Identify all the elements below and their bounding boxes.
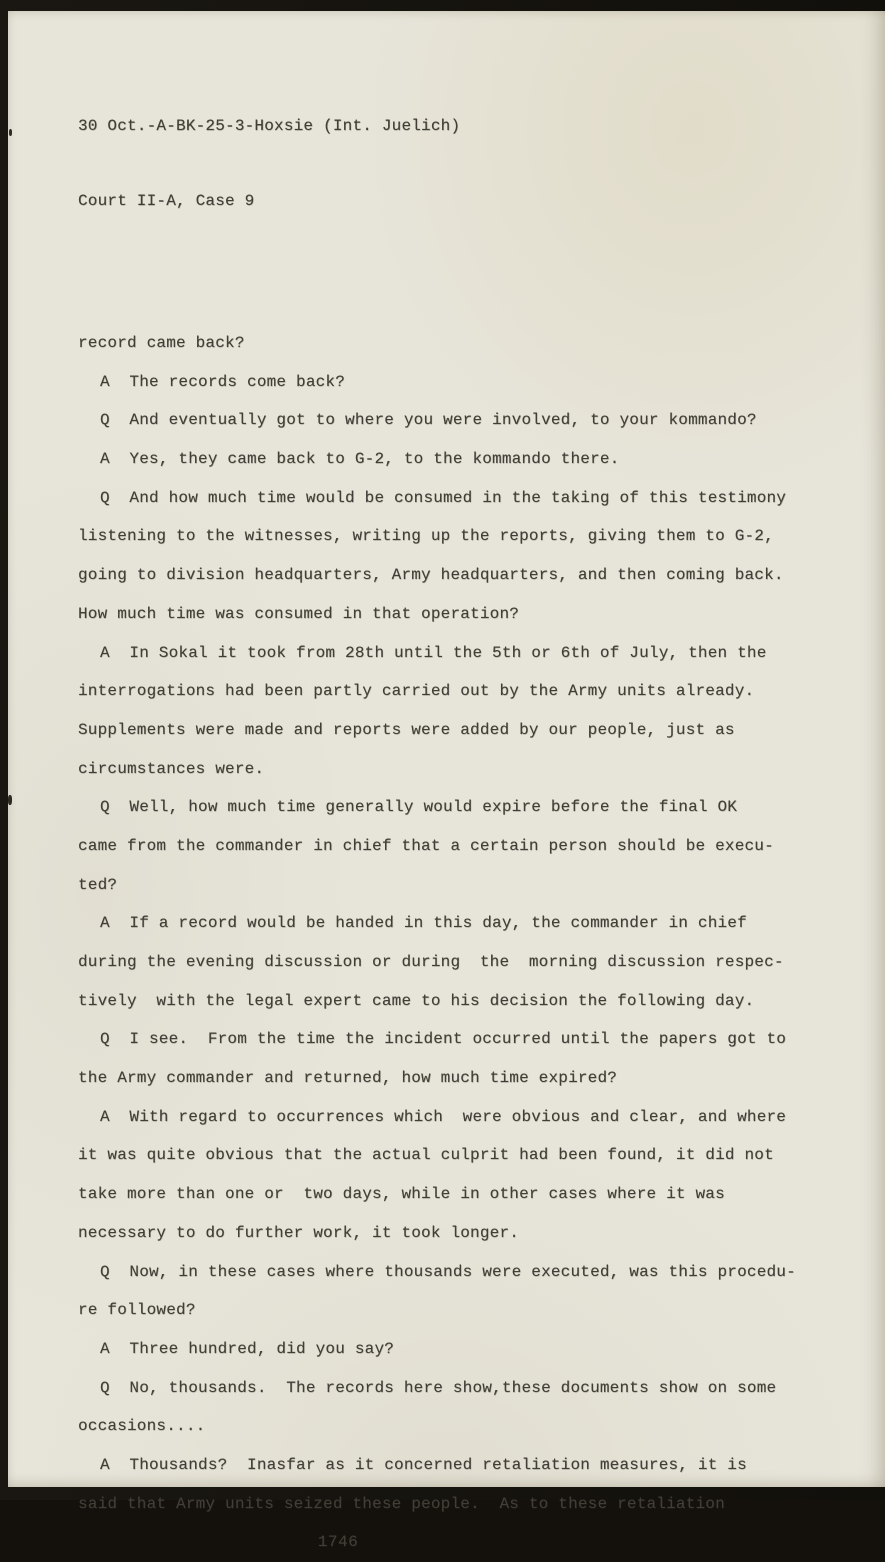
- transcript-line: Q I see. From the time the incident occurred until the papers got to: [100, 1030, 787, 1049]
- transcript-line: record came back?: [78, 334, 245, 352]
- transcript-line: necessary to do further work, it took longer.: [78, 1223, 520, 1242]
- transcript-line: Q And eventually got to where you were involved, to your kommando?: [100, 411, 757, 430]
- document-header: [78, 64, 885, 264]
- transcript-line: ted?: [78, 875, 118, 894]
- transcript-line: A If a record would be handed in this day, the commander in chief: [100, 914, 747, 933]
- header-line-1: 30 Oct.-A-BK-25-3-Hoxsie (Int. Juelich): [78, 117, 461, 135]
- transcript-line: A In Sokal it took from 28th until the 5th or 6th of July, then the: [100, 643, 767, 662]
- transcript-line: going to division headquarters, Army headquarters, and then coming back.: [78, 566, 784, 585]
- transcript-line: Q Now, in these cases where thousands were executed, was this procedu-: [100, 1262, 796, 1281]
- transcript-lines: [78, 324, 808, 1523]
- transcript-line: occasions....: [78, 1417, 206, 1436]
- transcript-line: came from the commander in chief that a certain person should be execu-: [78, 836, 774, 855]
- transcript-line: Q Well, how much time generally would expire before the final OK: [100, 798, 738, 817]
- transcript-line: re followed?: [78, 1301, 196, 1320]
- transcript-line: listening to the witnesses, writing up the reports, giving them to G-2,: [78, 527, 774, 546]
- scan-speck: [8, 795, 12, 805]
- transcript-line: Supplements were made and reports were added by our people, just as: [78, 720, 735, 739]
- transcript-line: during the evening discussion or during the morning discussion respec-: [78, 953, 784, 971]
- transcript-line: A Three hundred, did you say?: [100, 1339, 395, 1358]
- transcript-line: take more than one or two days, while in other cases where it was: [78, 1185, 725, 1204]
- transcript-line: Q And how much time would be consumed in the taking of this testimony: [100, 488, 787, 507]
- transcript-line: A The records come back?: [100, 372, 346, 391]
- transcript-line: A Thousands? Inasfar as it concerned retaliation measures, it is: [100, 1455, 747, 1474]
- transcript-line: the Army commander and returned, how much time expired?: [78, 1069, 618, 1088]
- transcript-line: circumstances were.: [78, 759, 265, 778]
- transcript-line: A With regard to occurrences which were obvious and clear, and where: [100, 1107, 787, 1126]
- transcript-line: it was quite obvious that the actual culprit had been found, it did not: [78, 1146, 774, 1165]
- transcript-line: tively with the legal expert came to his decision the following day.: [78, 991, 755, 1010]
- document-page: [8, 11, 885, 1552]
- transcript-line: interrogations had been partly carried out by the Army units already.: [78, 682, 755, 701]
- transcript-line: said that Army units seized these people. As to these retaliation: [78, 1494, 725, 1513]
- transcript-line: A Yes, they came back to G-2, to the kommando there.: [100, 450, 620, 469]
- transcript-line: Q No, thousands. The records here show,these documents show on some: [100, 1378, 777, 1397]
- transcript-line: How much time was consumed in that operation?: [78, 604, 520, 623]
- scan-speck: [9, 129, 12, 136]
- header-line-2: Court II-A, Case 9: [78, 192, 255, 210]
- page-number: 1746: [317, 1533, 359, 1552]
